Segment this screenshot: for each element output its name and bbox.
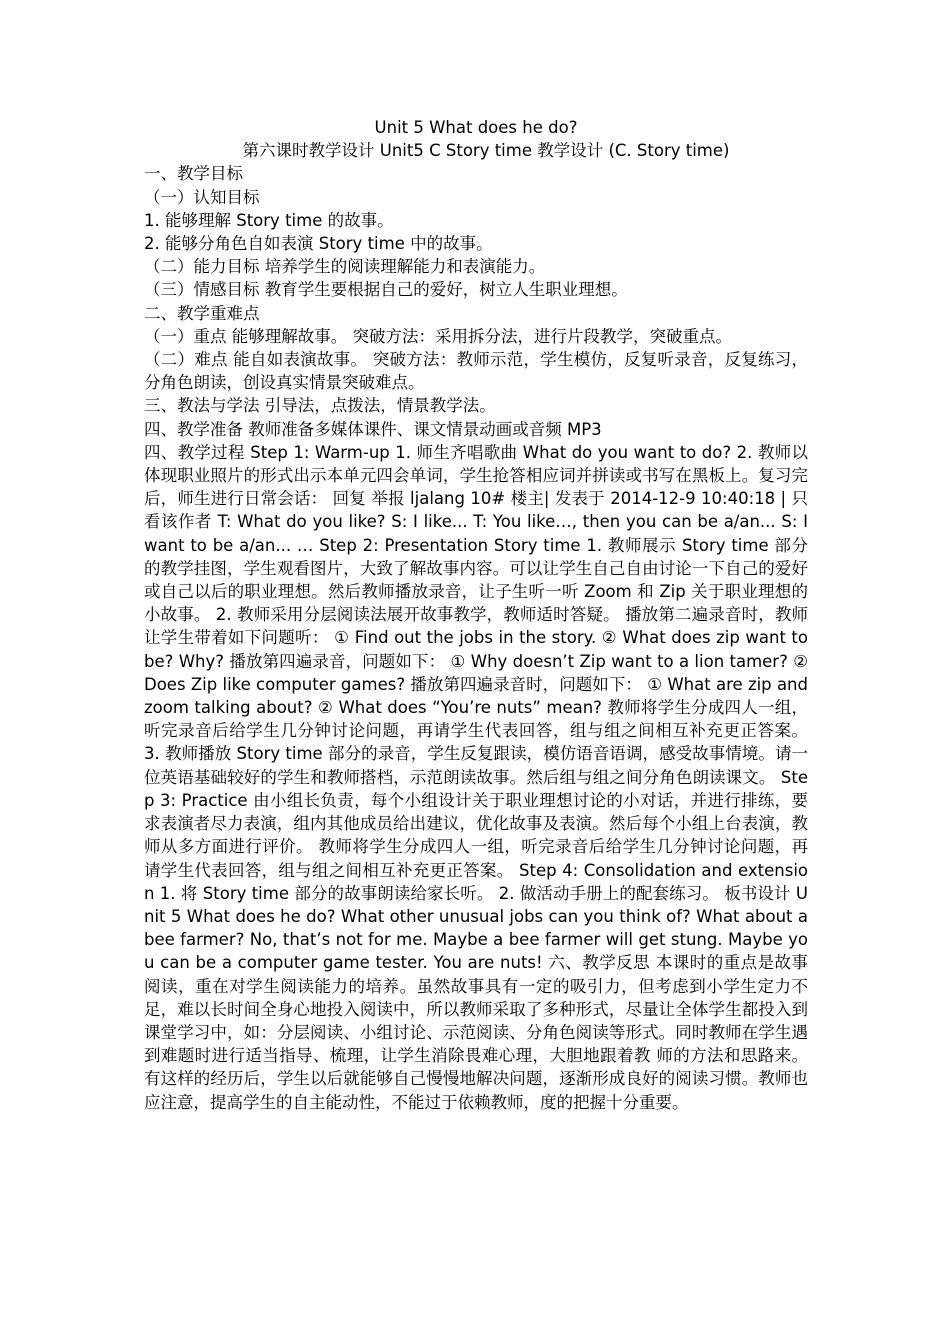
methods-line: 三、教法与学法 引导法，点拨法，情景教学法。 [144,396,496,416]
process-paragraph: 四、教学过程 Step 1: Warm-up 1. 师生齐唱歌曲 What do you want to do? 2. 教师以体现职业照片的形式出示本单元四会单词，学生抢答相应词并拼读或书写在黑板上。复习完后，师生进行日常会话： 回复 举报 ljalang 10# 楼主| 发表于 2014-12-9 10:40:18 | 只看该作者 T: What do you like? S: I like... T: You like…, then you can be a/an... S: I want to be a/an... … Step 2: Presentation Story time 1. 教师展示 Story time 部分的教学挂图，学生观看图片，大致了解故事内容。可以让学生自己自由讨论一下自己的爱好或自己以后的职业理想。然后教师播放录音，让子生听一听 Zoom 和 Zip 关于职业理想的小故事。 2. 教师采用分层阅读法展开故事教学，教师适时答疑。 播放第二遍录音时，教师让学生带着如下问题听： ① Find out the jobs in the story. ② What does zip want to be? Why? 播放第四遍录音，问题如下： ① Why doesn’t Zip want to a lion tamer? ② Does Zip like computer games? 播放第四遍录音时，问题如下： ① What are zip and zoom talking about? ② What does “You’re nuts” mean? 教师将学生分成四人一组，听完录音后给学生几分钟讨论问题，再请学生代表回答，组与组之间相互补充更正答案。 3. 教师播放 Story time 部分的录音，学生反复跟读，模仿语音语调，感受故事情境。请一位英语基础较好的学生和教师搭档，示范朗读故事。然后组与组之间分角色朗读课文。 Step 3: Practice 由小组长负责，每个小组设计关于职业理想讨论的小对话，并进行排练，要求表演者尽力表演，组内其他成员给出建议，优化故事及表演。然后每个小组上台表演，教师从多方面进行评价。 教师将学生分成四人一组，听完录音后给学生几分钟讨论问题，再请学生代表回答，组与组之间相互补充更正答案。 Step 4: Consolidation and extension 1. 将 Story time 部分的故事朗读给家长听。 2. 做活动手册上的配套练习。 板书设计 Unit 5 What does he do? What other unusual jobs can you think of? What about a bee farmer? No, that’s not for me. Maybe a bee farmer will get stung. Maybe you can be a computer game tester. You are nuts! 六、教学反思 本课时的重点是故事阅读，重在对学生阅读能力的培养。虽然故事具有一定的吸引力，但考虑到小学生定力不足，难以长时间全身心地投入阅读中，所以教师采取了多种形式，尽量让全体学生都投入到课堂学习中，如：分层阅读、小组讨论、示范阅读、分角色阅读等形式。同时教师在学生遇到难题时进行适当指导、梳理，让学生消除畏难心理，大胆地跟着教 师的方法和思路来。有这样的经历后，学生以后就能够自己慢慢地解决问题，逐渐形成良好的阅读习惯。教师也应注意，提高学生的自主能动性，不能过于依赖教师，度的把握十分重要。 [144,442,808,1112]
document-subtitle: 第六课时教学设计 Unit5 C Story time 教学设计 (C. Story time) [242,141,730,161]
section-heading-key-points: 二、教学重难点 [144,303,260,323]
subsection-emotion: （三）情感目标 教育学生要根据自己的爱好，树立人生职业理想。 [144,280,628,300]
document-page [144,116,808,1114]
subsection-cognitive: （一）认知目标 [144,187,260,207]
section-heading-goals: 一、教学目标 [144,164,243,184]
subsection-ability: （二）能力目标 培养学生的阅读理解能力和表演能力。 [144,257,546,277]
goal-item-1: 1. 能够理解 Story time 的故事。 [144,210,394,230]
document-title: Unit 5 What does he do? [374,118,578,137]
difficulty-paragraph: （二）难点 能自如表演故事。 突破方法：教师示范，学生模仿，反复听录音，反复练习，分角色朗读，创设真实情景突破难点。 [144,350,808,393]
preparation-line: 四、教学准备 教师准备多媒体课件、课文情景动画或音频 MP3 [144,419,602,439]
key-point: （一）重点 能够理解故事。 突破方法：采用拆分法，进行片段教学，突破重点。 [144,326,732,346]
goal-item-2: 2. 能够分角色自如表演 Story time 中的故事。 [144,234,493,254]
